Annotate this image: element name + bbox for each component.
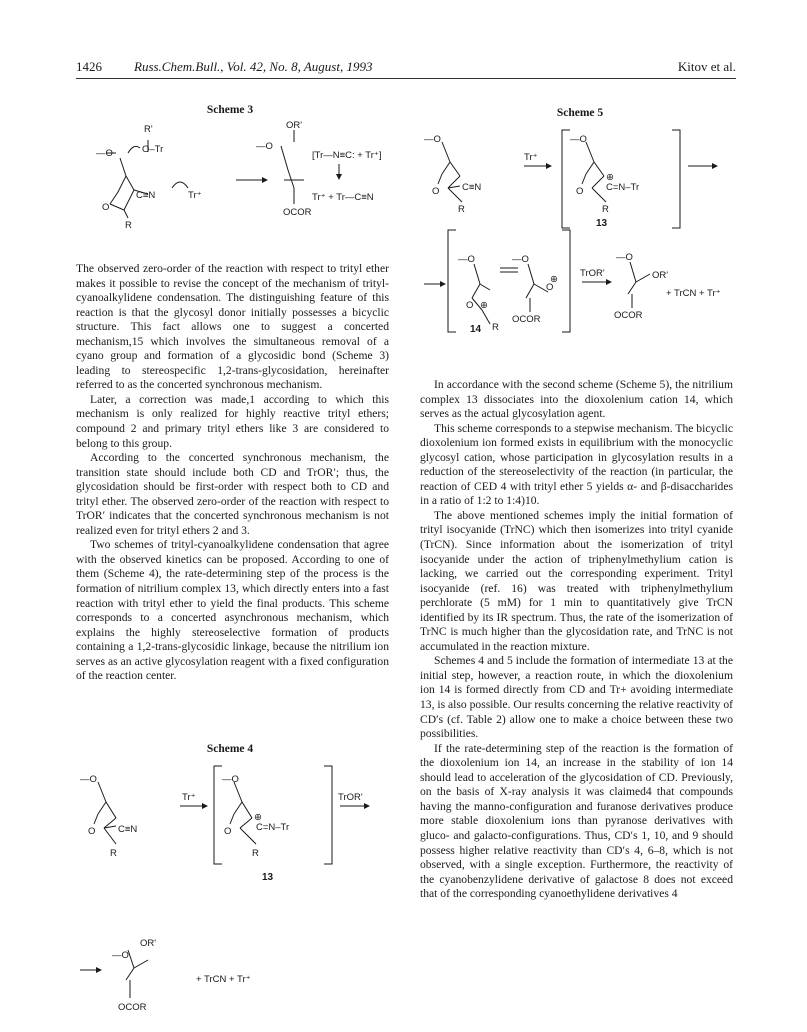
scheme-5-diagram <box>420 122 736 352</box>
s5-cn: C≡N <box>462 182 482 193</box>
s3-cn: C≡N <box>136 190 156 201</box>
s5-label-13: 13 <box>596 218 608 229</box>
s3-r: R <box>125 220 132 231</box>
paragraph: Two schemes of trityl-cyanoalkylidene condensation that agree with the observed kinetics can be proposed. According to one of them (Scheme 4), the rate-determining step of the process is the formation of nitrilium complex 13, which directly enters into a fast reaction with trityl ether to yield the final products. This scheme corresponds to a concerted asynchronous mechanism, which explains the highly stereoselective formation of products containing a 1,2-trans-glycosidic linkage, because the nitrilium ion serves as an active glycosylation reagent with a fixed configuration of the reaction center. <box>76 538 389 683</box>
s5-tr-plus: Tr⁺ <box>524 152 538 163</box>
paragraph: Schemes 4 and 5 include the formation of intermediate 13 at the initial step, however, a reaction route, in which the dioxolenium ion 14 is formed directly from CD and Tr+ avoiding intermediate 13, is also possible. Our results concerning the relative reactivity of CD′s (cf. Table 2) allow one to make a choice between these two possibilities. <box>420 654 733 741</box>
s4-o1: —O <box>80 774 97 785</box>
s5-o2: —O <box>570 134 587 145</box>
scheme-3-title: Scheme 3 <box>206 104 254 116</box>
s4-o-ring-13: O <box>224 826 232 837</box>
s3-o-ring: O <box>102 202 110 213</box>
paragraph: According to the concerted synchronous mechanism, the transition state should include both CD and TrOR′; thus, the glycosidation should be first-order with respect both to CD and trityl ether. The observed zero-order of the reaction with respect to TrOR′ indicates that the concerted synchronous mechanism is not realized even for trityl ethers 2 and 3. <box>76 451 389 537</box>
s5-r-13: R <box>602 204 609 215</box>
scheme-5-title: Scheme 5 <box>556 107 604 119</box>
paragraph: This scheme corresponds to a stepwise mechanism. The bicyclic dioxolenium ion formed exists in equilibrium with the monocyclic glycosyl cation, whose participation in glycosylation results in a reduction of the stereoselectivity of the reaction (in particular, the reaction of CED 4 with trityl ether 5 yields α- and β-disaccharides in a ratio of 1:2 to 1:4)10. <box>420 421 733 508</box>
s5-o1: —O <box>424 134 441 145</box>
s4-r-13: R <box>252 848 259 859</box>
s4-ocor: OCOR <box>118 1002 147 1013</box>
paragraph: If the rate-determining step of the reaction is the formation of the dioxolenium ion 14, an increase in the stability of ion 14 should lead to acceleration of the glycosidation of CD. Previously, on the basis of X-ray analysis it was claimed4 that compounds having the manno-configuration and furanose derivatives produce more stable dioxolenium ions than pyranose derivatives with gluco- and galacto-configurations. Thus, CD′s 1, 10, and 9 should possess higher relative reactivity than CD′s 4, 6–8, which is not observed, with a single exception. Furthermore, the reactivity of the cyanobenzylidene derivative of galactose 8 does not exceed that of the corresponding cyanoethylidene derivatives 4 <box>420 741 733 901</box>
s5-cn-tr: C=N–Tr <box>606 182 640 193</box>
scheme-3-diagram <box>76 118 396 243</box>
s3-o2: —O <box>256 141 273 152</box>
scheme-4-diagram <box>76 760 396 1022</box>
journal-citation: Russ.Chem.Bull., Vol. 42, No. 8, August, 1993 <box>134 59 373 74</box>
s4-plus: ⊕ <box>254 812 262 823</box>
paragraph: Later, a correction was made,1 according to which this mechanism is only realized for highly reactive trityl ethers; compound 2 and primary trityl ethers like 3 are considered to belong to this group. <box>76 392 389 450</box>
s4-tror: TrOR' <box>338 792 363 803</box>
s4-r: R <box>110 848 117 859</box>
s5-o7: —O <box>616 252 633 263</box>
left-column-text <box>76 262 389 684</box>
s3-ocor: OCOR <box>283 207 312 218</box>
paragraph: The observed zero-order of the reaction with respect to trityl ether makes it possible to revise the concept of the mechanism of trityl-cyanoalkylidene condensation. The distinguishing feature of this reaction is that the glycosyl donor initially possesses a bicyclic structure. This fact allows one to suggest a concerted mechanism,15 which involves the simultaneous removal of a cyano group and formation of a glycosidic bond (Scheme 3) leading to stereospecific 1,2-trans-glycosidation, hereinafter referred to as the concerted synchronous mechanism. <box>76 262 389 392</box>
s5-label-14: 14 <box>470 324 482 335</box>
page-number: 1426 <box>76 59 102 74</box>
s3-otr: O–Tr <box>142 144 164 155</box>
s5-plus-14: ⊕ <box>480 300 488 311</box>
s5-o5: O <box>546 282 554 293</box>
s4-label-13: 13 <box>262 872 274 883</box>
s4-products: + TrCN + Tr⁺ <box>196 974 251 985</box>
paragraph: In accordance with the second scheme (Scheme 5), the nitrilium complex 13 dissociates into the dioxolenium cation 14, which serves as the actual glycosylation agent. <box>420 378 733 421</box>
s4-o3: —O <box>112 950 129 961</box>
s3-o1: —O <box>96 148 113 159</box>
s5-r-14: R <box>492 322 499 333</box>
s5-o3: —O <box>458 254 475 265</box>
s3-bracket: [Tr—N≡C: + Tr⁺] <box>312 150 382 161</box>
authors: Kitov et al. <box>677 59 736 74</box>
s3-tr-plus: Tr⁺ <box>188 190 202 201</box>
s3-or-prime: OR' <box>286 120 303 131</box>
s5-r: R <box>458 204 465 215</box>
s4-o2: —O <box>222 774 239 785</box>
s5-ocor2: OCOR <box>614 310 643 321</box>
s5-products: + TrCN + Tr⁺ <box>666 288 721 299</box>
s5-o-ring: O <box>432 186 440 197</box>
paragraph: The above mentioned schemes imply the initial formation of trityl isocyanide (TrNC) which then isomerizes into trityl cyanide (TrCN). Since information about the isomerization of trityl isocyanide under the action of triphenylmethylium cation is lacking, we carried out the corresponding experiment. Trityl isocyanide (ref. 16) was treated with triphenylmethylium perchlorate (5 mM) for 1 min to quantitatively give TrCN identified by its IR spectrum. Thus, the rate of the isomerization of TrNC is much higher than the glycosidation rate, and TrNC is not accumulated in the reaction mixture. <box>420 508 733 653</box>
s3-r-prime: R' <box>144 124 153 135</box>
s5-plus-13: ⊕ <box>606 172 614 183</box>
scheme-4-title: Scheme 4 <box>206 743 254 755</box>
s4-cn: C≡N <box>118 824 138 835</box>
right-column-text <box>420 378 733 902</box>
s5-or-prime: OR' <box>652 270 669 281</box>
s4-or-prime: OR' <box>140 938 157 949</box>
s5-o-ring-13: O <box>576 186 584 197</box>
s5-o4: —O <box>512 254 529 265</box>
s4-tr-plus: Tr⁺ <box>182 792 196 803</box>
s4-o-ring: O <box>88 826 96 837</box>
s5-tror: TrOR' <box>580 268 605 279</box>
page-header <box>76 59 736 77</box>
s4-cn-tr: C=N–Tr <box>256 822 290 833</box>
header-rule <box>76 78 736 79</box>
s5-plus-cation: ⊕ <box>550 274 558 285</box>
s5-ocor: OCOR <box>512 314 541 325</box>
s3-products: Tr⁺ + Tr—C≡N <box>312 192 374 203</box>
s5-o6: O <box>466 300 474 311</box>
